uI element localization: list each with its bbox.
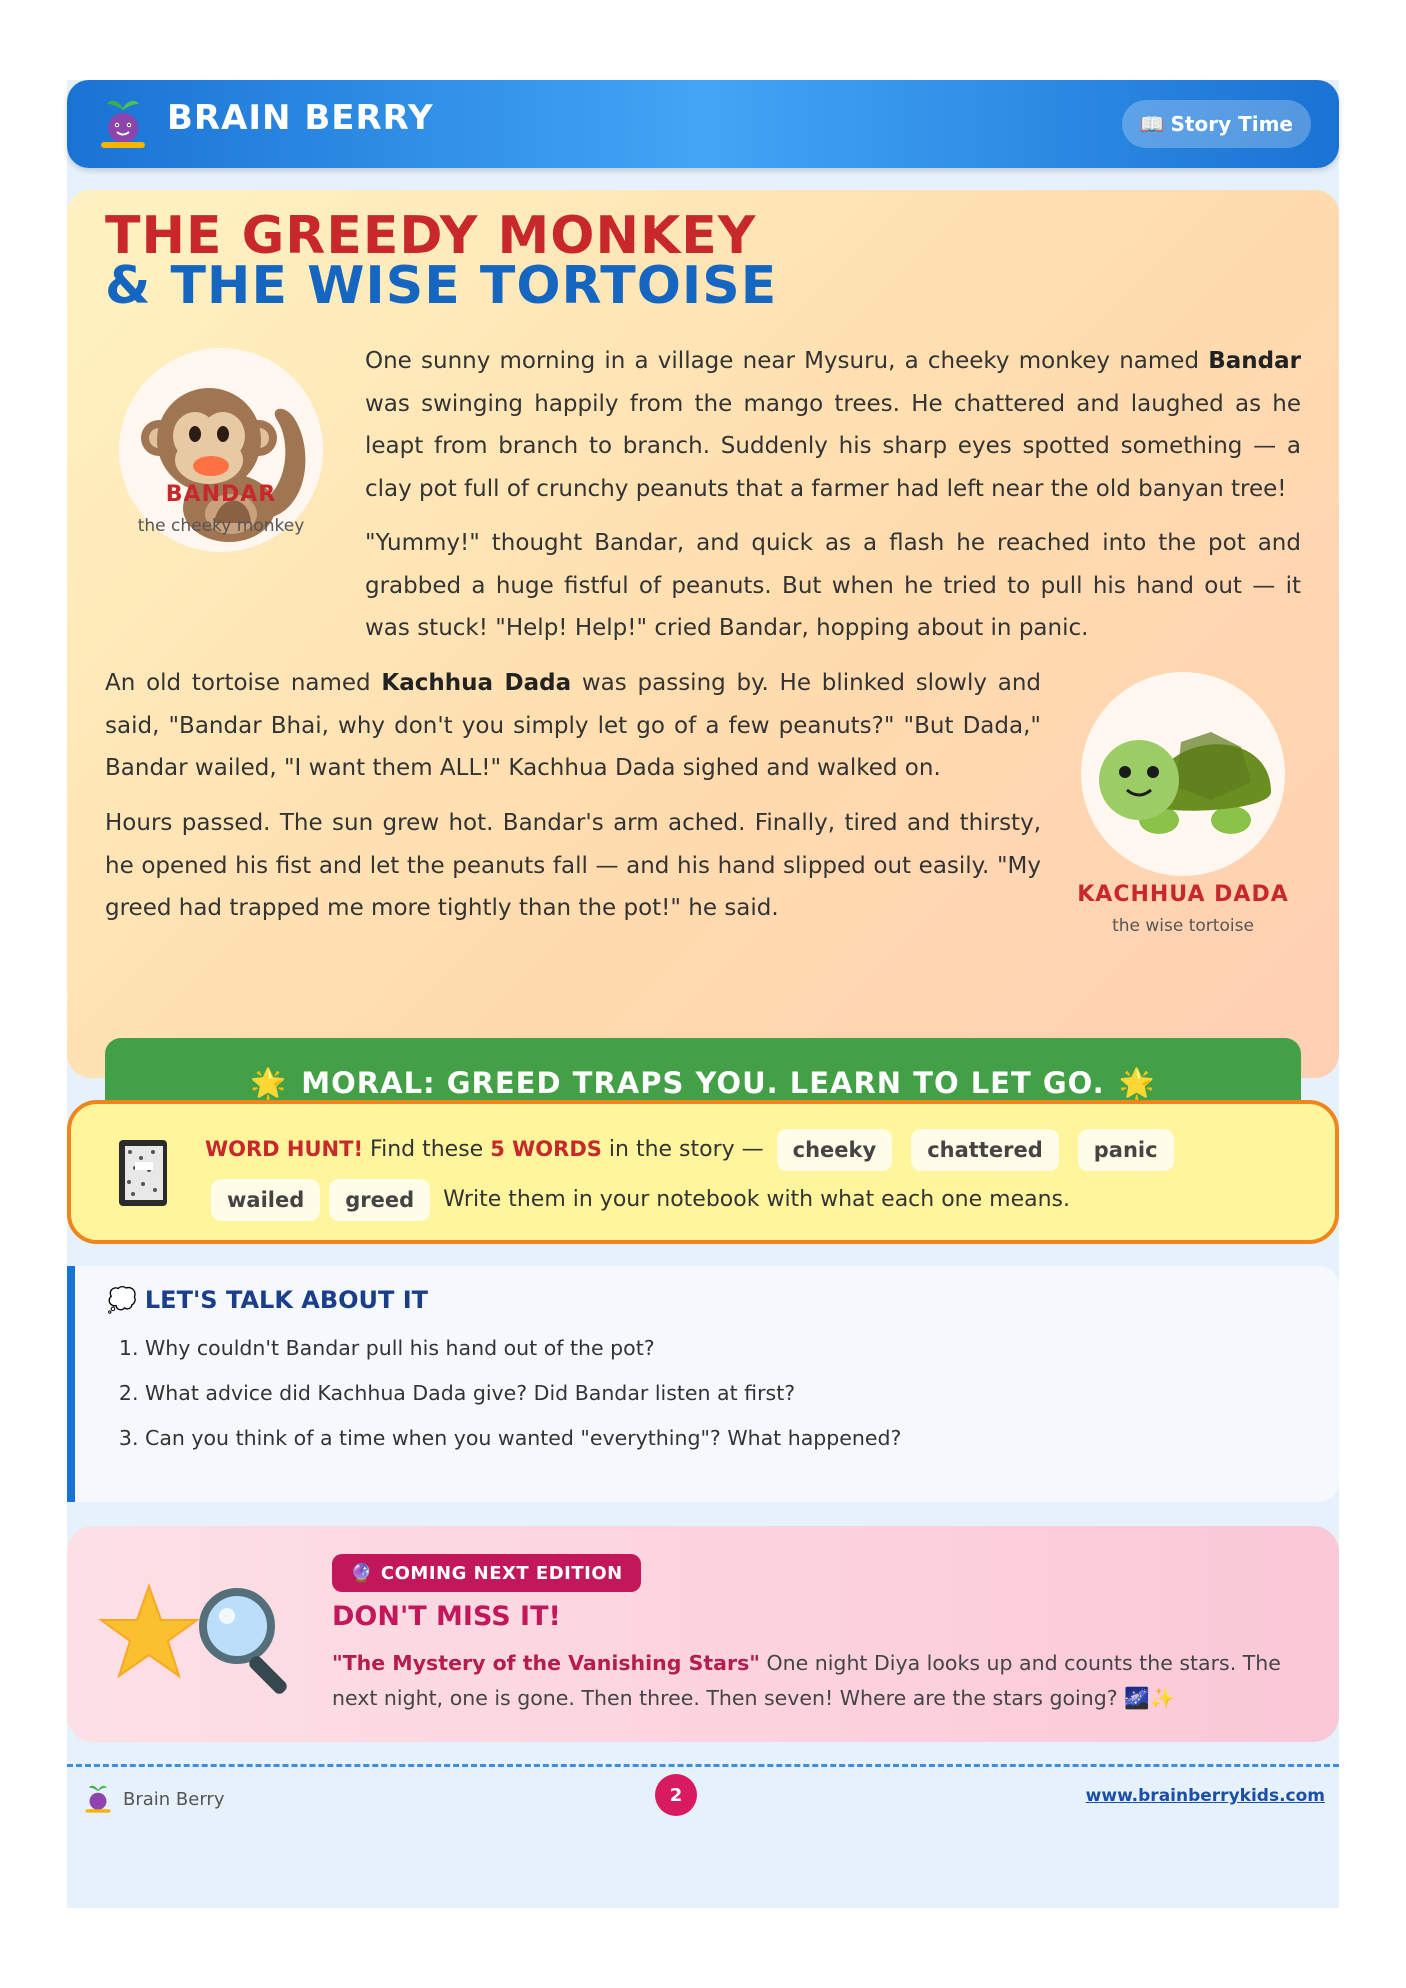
- word-hunt-intro-2: in the story —: [608, 1137, 764, 1162]
- word-hunt-text: [205, 1124, 1275, 1225]
- coming-next-badge: [332, 1554, 641, 1592]
- brand-name: BRAIN BERRY: [167, 98, 434, 138]
- website-link[interactable]: www.brainberrykids.com: [1085, 1786, 1325, 1806]
- story-paragraph-2: "Yummy!" thought Bandar, and quick as a flash he reached into the pot and grabbed a huge fistful of peanuts. But when he tried to pull his hand out — it was stuck! "Help! Help!" cried Bandar, hopping about in panic.: [365, 530, 1301, 641]
- dont-miss-heading: DON'T MISS IT!: [332, 1601, 561, 1632]
- story-paragraph-1: One sunny morning in a village near Mysuru, a cheeky monkey named Bandar was swinging happily from the mango trees. He chattered and laughed as he leapt from branch to branch. Suddenly his sharp eyes spotted something — a clay pot full of crunchy peanuts that a farmer had left near the old banyan tree!: [365, 348, 1301, 502]
- story-time-label: Story Time: [1170, 112, 1293, 136]
- page: [67, 80, 1339, 1908]
- story-title-line1: THE GREEDY MONKEY: [105, 206, 757, 266]
- berry-logo-icon: [81, 1782, 115, 1816]
- coming-next-box: [67, 1526, 1339, 1742]
- tortoise-name: KACHHUA DADA: [1077, 882, 1289, 907]
- footer-brand: [81, 1782, 224, 1816]
- tortoise-desc: the wise tortoise: [1112, 916, 1254, 936]
- word-chip: cheeky: [777, 1129, 893, 1171]
- notebook-icon: [115, 1138, 171, 1212]
- book-icon: 📖: [1139, 112, 1165, 136]
- word-chip: panic: [1078, 1129, 1174, 1171]
- story-paragraph-4: Hours passed. The sun grew hot. Bandar's arm ached. Finally, tired and thirsty, he opened his fist and let the peanuts fall — and his hand slipped out easily. "My greed had trapped me more tightly than the pot!" he said.: [105, 810, 1041, 921]
- story-time-badge: [1122, 100, 1311, 148]
- tortoise-avatar: [1081, 672, 1285, 876]
- word-chip: chattered: [911, 1129, 1059, 1171]
- story-card: [67, 190, 1339, 1100]
- question-item: 2. What advice did Kachhua Dada give? Did Bandar listen at first?: [145, 1371, 901, 1416]
- coming-next-label: COMING NEXT EDITION: [380, 1562, 623, 1584]
- thought-bubble-icon: 💭: [107, 1286, 137, 1314]
- monkey-desc: the cheeky monkey: [137, 516, 305, 536]
- header-bar: [67, 80, 1339, 168]
- word-chip: greed: [329, 1179, 430, 1221]
- tortoise-icon: [1081, 672, 1285, 876]
- question-item: 3. Can you think of a time when you wanted "everything"? What happened?: [145, 1416, 901, 1461]
- footer-brand-name: Brain Berry: [123, 1788, 225, 1810]
- discussion-box: [67, 1266, 1339, 1502]
- monkey-name: BANDAR: [165, 482, 277, 507]
- question-item: 1. Why couldn't Bandar pull his hand out of the pot?: [145, 1326, 901, 1371]
- word-hunt-instruction: Write them in your notebook with what each one means.: [443, 1187, 1070, 1212]
- footer-divider: [67, 1764, 1339, 1767]
- word-hunt-box: [67, 1100, 1339, 1244]
- crystal-ball-icon: 🔮: [350, 1562, 373, 1584]
- page-number: 2: [655, 1774, 697, 1816]
- star-icon: 🌟: [250, 1065, 288, 1100]
- story-paragraph-3: An old tortoise named Kachhua Dada was passing by. He blinked slowly and said, "Bandar Bhai, why don't you simply let go of a few peanuts?" "But Dada," Bandar wailed, "I want them ALL!" Kachhua Dada sighed and walked on.: [105, 670, 1041, 781]
- question-list: [115, 1326, 901, 1461]
- word-chip: wailed: [211, 1179, 320, 1221]
- discussion-heading: [107, 1286, 428, 1314]
- berry-logo-icon: [93, 94, 153, 154]
- word-hunt-intro: Find these: [370, 1137, 484, 1162]
- moral-text: MORAL: GREED TRAPS YOU. LEARN TO LET GO.: [301, 1066, 1105, 1100]
- next-story-teaser: "The Mystery of the Vanishing Stars" One night Diya looks up and counts the stars. The next night, one is gone. Then three. Then seven! Where are the stars going? 🌌✨: [332, 1651, 1281, 1710]
- discussion-title: LET'S TALK ABOUT IT: [144, 1286, 429, 1314]
- star-magnifier-icon: [97, 1580, 317, 1704]
- story-title-line2: & THE WISE TORTOISE: [105, 256, 778, 316]
- word-hunt-title: WORD HUNT!: [205, 1137, 364, 1161]
- star-icon: 🌟: [1118, 1065, 1156, 1100]
- word-hunt-count: 5 WORDS: [490, 1137, 602, 1161]
- galaxy-sparkle-icon: 🌌✨: [1124, 1686, 1176, 1710]
